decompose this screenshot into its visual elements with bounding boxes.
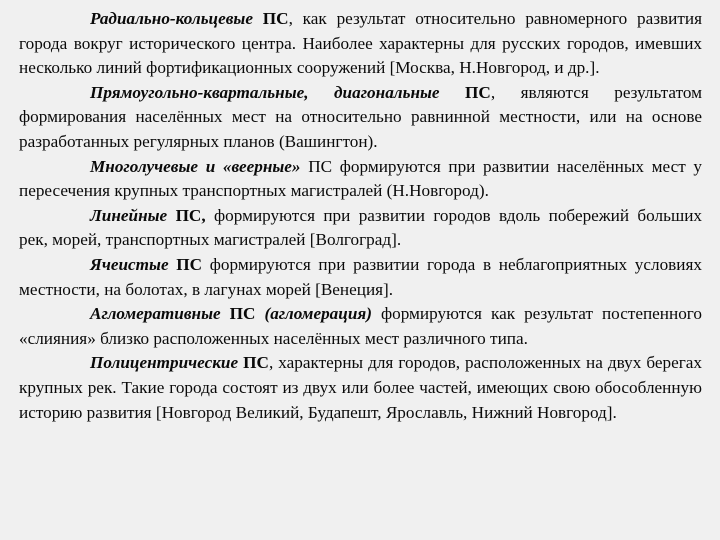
paragraph-text: , характерны для городов, расположенных на двух берегах крупных рек. Такие города состоят из двух или более частей, имеющих свою обособленную историю развития [Новгород Великий, Будапешт, Ярославль, Нижний Новгород].	[19, 353, 703, 422]
abbr-ps: ПС	[308, 156, 333, 176]
abbr-ps: ПС	[262, 9, 289, 28]
abbr-ps: ПС	[176, 254, 203, 274]
paragraph-linear	[19, 204, 702, 253]
paragraph-text: формируются при развитии города в неблагоприятных условиях местности, на болотах, в лагунах морей [Венеция].	[19, 254, 702, 299]
term-polycentric: Полицентрические	[90, 353, 239, 373]
paragraph-text: формируются при развитии населённых мест у пересечения крупных транспортных магистралей (Н.Новгород).	[19, 156, 702, 201]
term-radial-fan: Многолучевые и «веерные»	[90, 156, 301, 176]
term-linear: Линейные	[90, 205, 168, 225]
paragraph-cellular	[19, 253, 702, 302]
abbr-ps: ПС	[229, 304, 256, 324]
term-rectangular: Прямоугольно-квартальные, диагональные	[90, 82, 440, 102]
paragraph-text: , как результат относительно равномерного развития города вокруг исторического центра. Наиболее характерны для русских городов, имевших несколько линий фортификационных сооружений [Москва, Н.Новгород, и др.].	[19, 9, 702, 78]
paragraph-text: , являются результатом формирования населённых мест на относительно равнинной местности, или на основе разработанных регулярных планов (Вашингтон).	[19, 82, 703, 151]
abbr-ps: ПС	[465, 82, 491, 102]
abbr-ps: ПС,	[175, 205, 206, 225]
term-agglomerative: Агломеративные	[90, 304, 221, 324]
paragraph-radial-fan	[19, 155, 702, 204]
paragraph-polycentric	[19, 351, 702, 425]
paragraph-rectangular	[19, 81, 702, 155]
abbr-ps: ПС	[243, 353, 269, 373]
paragraph-text: формируются как результат постепенного «слияния» близко расположенных населённых мест различного типа.	[19, 304, 703, 348]
paragraph-radial-ring	[19, 7, 702, 81]
paragraph-agglomerative	[19, 302, 702, 351]
term-agglomeration: (агломерация)	[264, 304, 372, 324]
term-cellular: Ячеистые	[90, 254, 169, 274]
paragraph-text: формируются при развитии городов вдоль побережий больших рек, морей, транспортных магистралей [Волгоград].	[19, 205, 702, 250]
term-radial-ring: Радиально-кольцевые	[90, 9, 253, 28]
